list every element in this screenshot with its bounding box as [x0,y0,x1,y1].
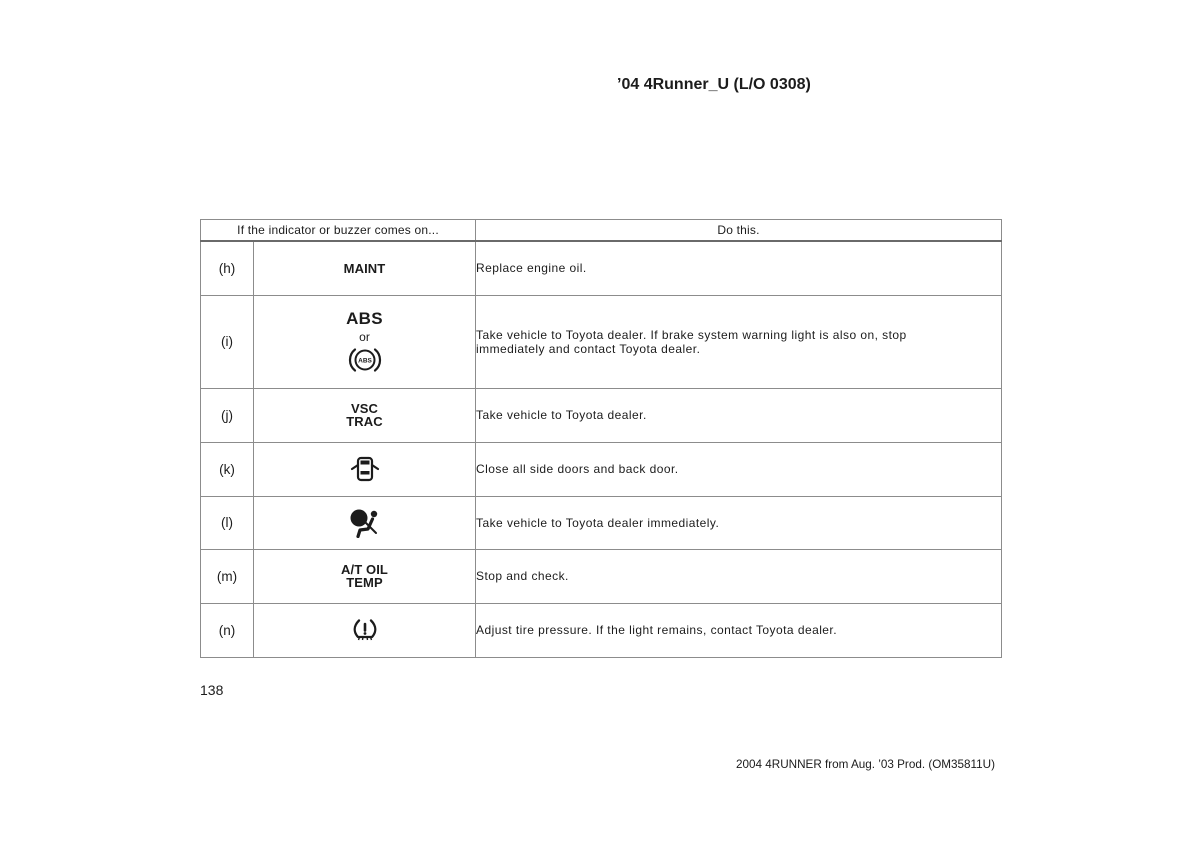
action-cell [476,295,1002,388]
row-letter: (i) [201,295,254,388]
document-footer: 2004 4RUNNER from Aug. ’03 Prod. (OM35811U) [736,758,995,771]
action-text: Replace engine oil. [476,261,587,276]
action-text: Stop and check. [476,569,569,583]
indicator-cell [254,496,476,549]
row-letter: (j) [201,388,254,442]
table-row [201,442,1002,496]
airbag-icon [349,508,381,538]
or-separator: or [359,330,370,344]
table-row [201,603,1002,657]
table-row [201,241,1002,295]
table-row [201,549,1002,603]
row-letter: (k) [201,442,254,496]
indicator-cell [254,549,476,603]
indicator-label: MAINT [343,260,386,276]
table-row [201,388,1002,442]
indicator-cell [254,295,476,388]
abs-brake-icon [347,346,383,374]
document-header: ’04 4Runner_U (L/O 0308) [617,76,811,93]
action-text: Close all side doors and back door. [476,462,679,476]
row-letter: (n) [201,603,254,657]
indicator-cell [254,388,476,442]
indicator-label: A/T OIL [341,562,388,577]
action-text: Take vehicle to Toyota dealer. [476,408,647,422]
abs-brake-icon-graphic [347,346,383,374]
page-number: 138 [200,682,224,698]
action-text: Take vehicle to Toyota dealer immediately. [476,515,720,530]
indicator-label: VSC [350,401,379,416]
table-row [201,496,1002,549]
indicator-cell [254,241,476,295]
indicator-table [200,219,1002,658]
table-row [201,295,1002,388]
indicator-label: TRAC [346,414,383,429]
column-header-indicator: If the indicator or buzzer comes on... [201,220,476,242]
action-text: Adjust tire pressure. If the light remains, contact Toyota dealer. [476,623,837,637]
column-header-action: Do this. [476,220,1002,242]
indicator-label: TEMP [346,575,383,590]
action-cell [476,603,1002,657]
row-letter: (h) [201,241,254,295]
action-cell [476,241,1002,295]
abs-icon-label: ABS [357,357,372,365]
action-cell [476,496,1002,549]
action-text: Take vehicle to Toyota dealer. If brake system warning light is also on, stop immediately and contact Toyota dealer. [476,327,907,356]
tire-pressure-icon [352,618,378,642]
airbag-icon-graphic [349,508,381,538]
indicator-label: ABS [346,309,383,328]
row-letter: (m) [201,549,254,603]
indicator-cell [254,442,476,496]
action-cell [476,549,1002,603]
action-cell [476,388,1002,442]
action-cell [476,442,1002,496]
door-open-icon [349,456,381,482]
table-header-row [201,220,1002,242]
indicator-cell [254,603,476,657]
door-open-icon-graphic [349,456,381,482]
tire-pressure-icon-graphic [352,618,378,642]
row-letter: (l) [201,496,254,549]
